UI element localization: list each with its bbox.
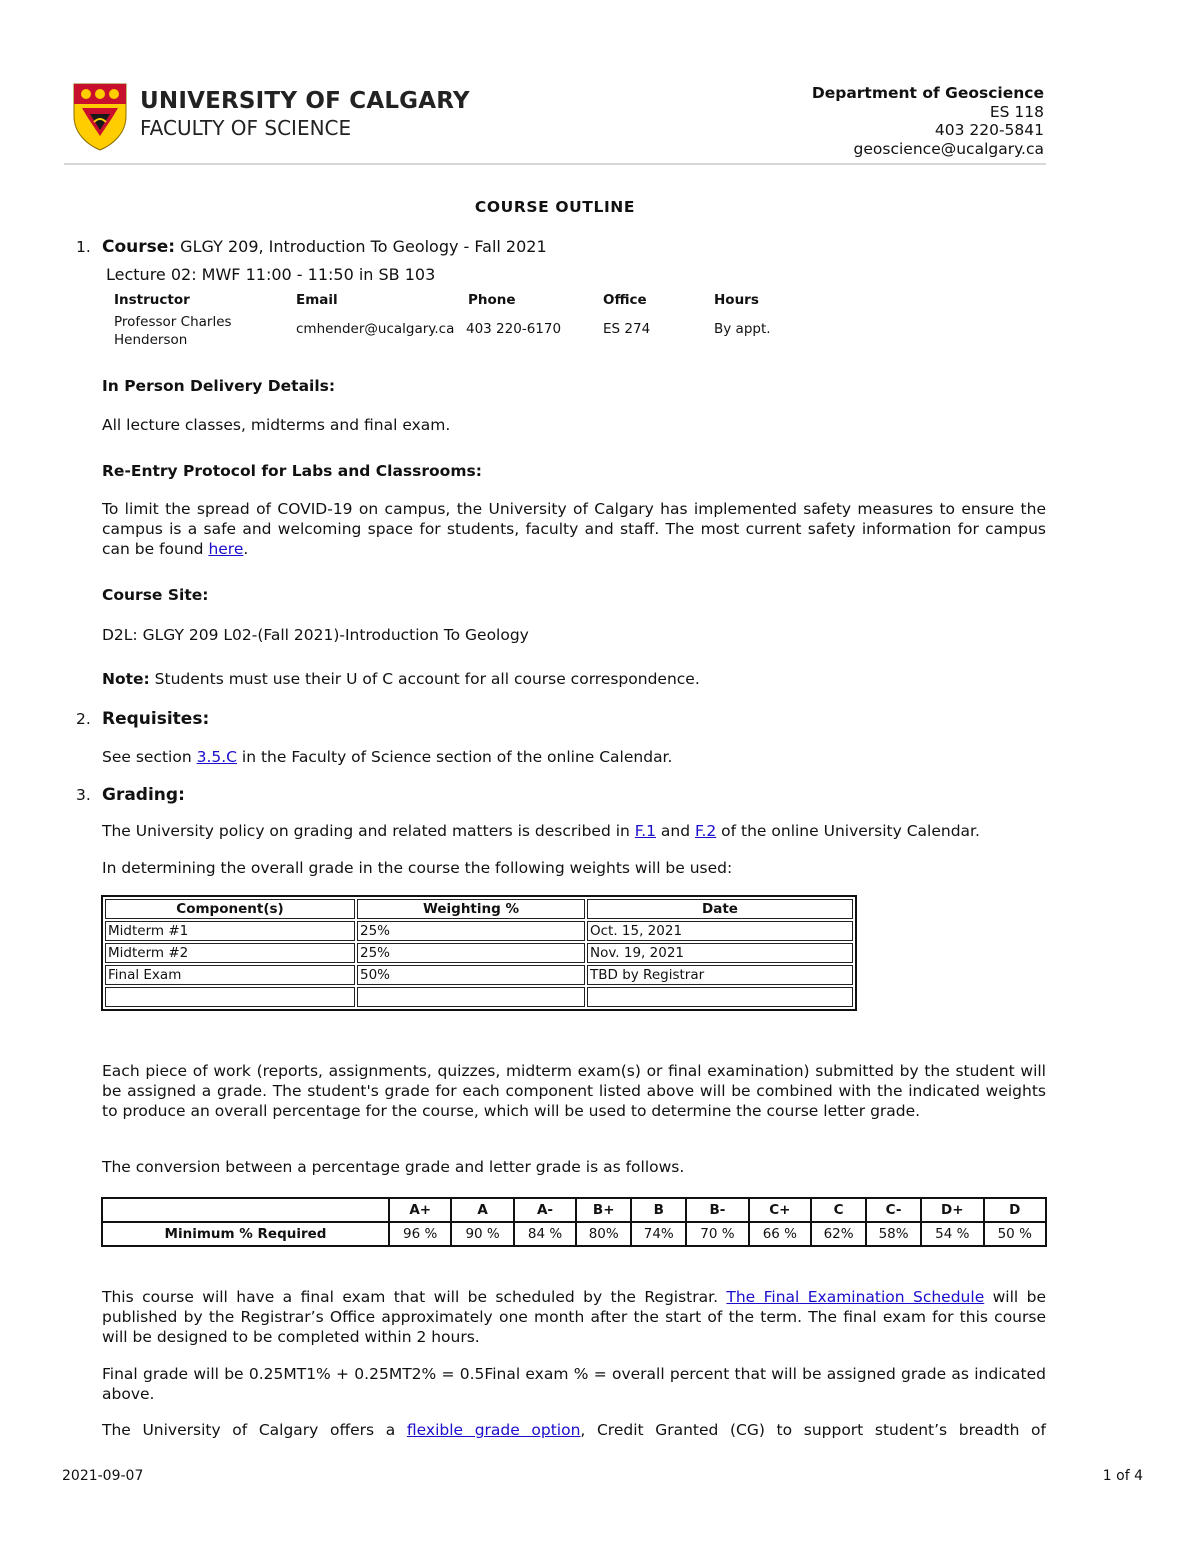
weights-cell: TBD by Registrar [587,965,853,985]
grade-row-label: Minimum % Required [102,1222,389,1246]
university-crest-logo [72,82,128,152]
instructor-phone: 403 220-6170 [466,321,562,337]
grade-minimum: 54 % [921,1222,983,1246]
requisites-heading: Requisites: [102,709,210,729]
weights-header-date: Date [587,899,853,919]
requisites-after: in the Faculty of Science section of the online Calendar. [237,748,673,766]
instructor-email: cmhender@ucalgary.ca [296,321,455,337]
weights-cell: Oct. 15, 2021 [587,921,853,941]
empty-table-row [105,987,853,1007]
grade-letter: C- [866,1198,921,1222]
reentry-heading: Re-Entry Protocol for Labs and Classrooms: [102,462,482,480]
university-name: UNIVERSITY OF CALGARY [140,88,470,114]
grade-minimum: 84 % [514,1222,576,1246]
grade-minimum: 58% [866,1222,921,1246]
weights-header-row [105,899,853,919]
grade-minimum: 80% [576,1222,631,1246]
weights-cell: Midterm #2 [105,943,355,963]
grade-minimum: 70 % [686,1222,748,1246]
section-1-number: 1. [76,238,91,256]
weights-cell: Midterm #1 [105,921,355,941]
conversion-intro: The conversion between a percentage grade and letter grade is as follows. [102,1158,685,1176]
weights-cell-empty [105,987,355,1007]
grade-minimum: 62% [811,1222,866,1246]
grade-letter: B+ [576,1198,631,1222]
flexible-after: , Credit Granted (CG) to support student’s breadth of [580,1421,1046,1439]
weights-cell: 25% [357,943,585,963]
grade-letter: B- [686,1198,748,1222]
instructor-header: Instructor [114,292,190,308]
phone-header: Phone [468,292,516,308]
grade-letter: C [811,1198,866,1222]
note-label: Note: [102,670,150,688]
policy-mid: and [656,822,696,840]
course-site-text: D2L: GLGY 209 L02-(Fall 2021)-Introduction To Geology [102,626,529,644]
table-row [105,965,853,985]
lecture-line: Lecture 02: MWF 11:00 - 11:50 in SB 103 [106,265,436,284]
f2-link[interactable]: F.2 [695,822,717,840]
section-3-number: 3. [76,786,91,804]
course-line [102,237,547,257]
course-value: GLGY 209, Introduction To Geology - Fall 2021 [175,237,547,256]
grade-minimum: 74% [631,1222,686,1246]
policy-after: of the online University Calendar. [716,822,980,840]
header-divider [64,163,1046,165]
section-2-number: 2. [76,710,91,728]
grade-letter: D+ [921,1198,983,1222]
final-exam-before: This course will have a final exam that will be scheduled by the Registrar. [102,1288,727,1306]
instructor-name [114,313,232,349]
weights-table [101,895,857,1011]
department-email: geoscience@ucalgary.ca [853,139,1044,158]
grade-minimum: 90 % [451,1222,513,1246]
policy-before: The University policy on grading and related matters is described in [102,822,635,840]
table-row [105,943,853,963]
department-contact [812,84,1044,158]
grade-minimum: 96 % [389,1222,451,1246]
weights-cell: Nov. 19, 2021 [587,943,853,963]
reentry-text: To limit the spread of COVID-19 on campus, the University of Calgary has implemented safety measures to ensure the campus is a safe and welcoming space for students, faculty and staff. The most current safety information for campus can be found [102,500,1046,558]
grade-letter-row [102,1198,1046,1222]
weights-cell: Final Exam [105,965,355,985]
course-site-heading: Course Site: [102,586,209,604]
final-grade-paragraph: Final grade will be 0.25MT1% + 0.25MT2% = 0.5Final exam % = overall percent that will be assigned grade as indicated above. [102,1365,1046,1403]
weights-cell: 25% [357,921,585,941]
instructor-office: ES 274 [603,321,651,337]
department-room: ES 118 [989,102,1044,121]
calendar-section-link[interactable]: 3.5.C [196,748,237,766]
table-row [105,921,853,941]
grade-minimum-row [102,1222,1046,1246]
in-person-heading: In Person Delivery Details: [102,377,336,395]
department-name: Department of Geoscience [811,84,1044,102]
grade-letter: A+ [389,1198,451,1222]
weights-header-component: Component(s) [105,899,355,919]
course-label: Course: [102,237,176,257]
grade-letter: A [451,1198,513,1222]
flexible-before: The University of Calgary offers a [102,1421,407,1439]
final-exam-schedule-link[interactable]: The Final Examination Schedule [726,1288,985,1306]
instructor-name-line2: Henderson [114,332,188,348]
document-title: COURSE OUTLINE [474,198,636,216]
instructor-hours: By appt. [714,321,771,337]
reentry-paragraph [102,499,1046,559]
grade-letter: A- [514,1198,576,1222]
grade-minimum: 66 % [749,1222,811,1246]
grade-conversion-table [101,1197,1047,1247]
final-exam-after: will be published by the Registrar’s Office approximately one month after the start of the term. The final exam for this course will be designed to be completed within 2 hours. [102,1288,1046,1346]
each-piece-paragraph: Each piece of work (reports, assignments, quizzes, midterm exam(s) or final examination) submitted by the student will be assigned a grade. The student's grade for each component listed above will be combined with the indicated weights to produce an overall percentage for the course, which will be used to determine the course letter grade. [102,1062,1046,1120]
weights-cell-empty [357,987,585,1007]
weights-cell-empty [587,987,853,1007]
note-line [102,669,700,689]
flexible-grade-paragraph [102,1420,1046,1440]
flexible-grade-link[interactable]: flexible grade option [406,1421,581,1439]
department-phone: 403 220-5841 [934,121,1044,139]
note-text: Students must use their U of C account for all course correspondence. [149,670,700,688]
faculty-name: FACULTY OF SCIENCE [140,116,352,140]
weights-cell: 50% [357,965,585,985]
footer-date: 2021-09-07 [62,1468,144,1484]
grading-heading: Grading: [102,785,185,805]
grade-minimum: 50 % [984,1222,1047,1246]
weights-intro: In determining the overall grade in the course the following weights will be used: [102,859,733,877]
reentry-end: . [243,540,249,558]
hours-header: Hours [714,292,759,308]
grading-policy [102,821,980,841]
email-header: Email [296,292,338,308]
in-person-text: All lecture classes, midterms and final exam. [102,416,451,434]
weights-header-weighting: Weighting % [357,899,585,919]
covid-info-link[interactable]: here [208,540,244,558]
requisites-before: See section [102,748,197,766]
f1-link[interactable]: F.1 [634,822,656,840]
requisites-text [102,747,672,767]
grade-letter: C+ [749,1198,811,1222]
grade-letter: B [631,1198,686,1222]
footer-page-number: 1 of 4 [1102,1468,1143,1484]
final-exam-paragraph [102,1287,1046,1347]
instructor-name-line1: Professor Charles [114,314,232,330]
grade-corner-cell [102,1198,389,1222]
grade-letter: D [984,1198,1047,1222]
office-header: Office [603,292,647,308]
